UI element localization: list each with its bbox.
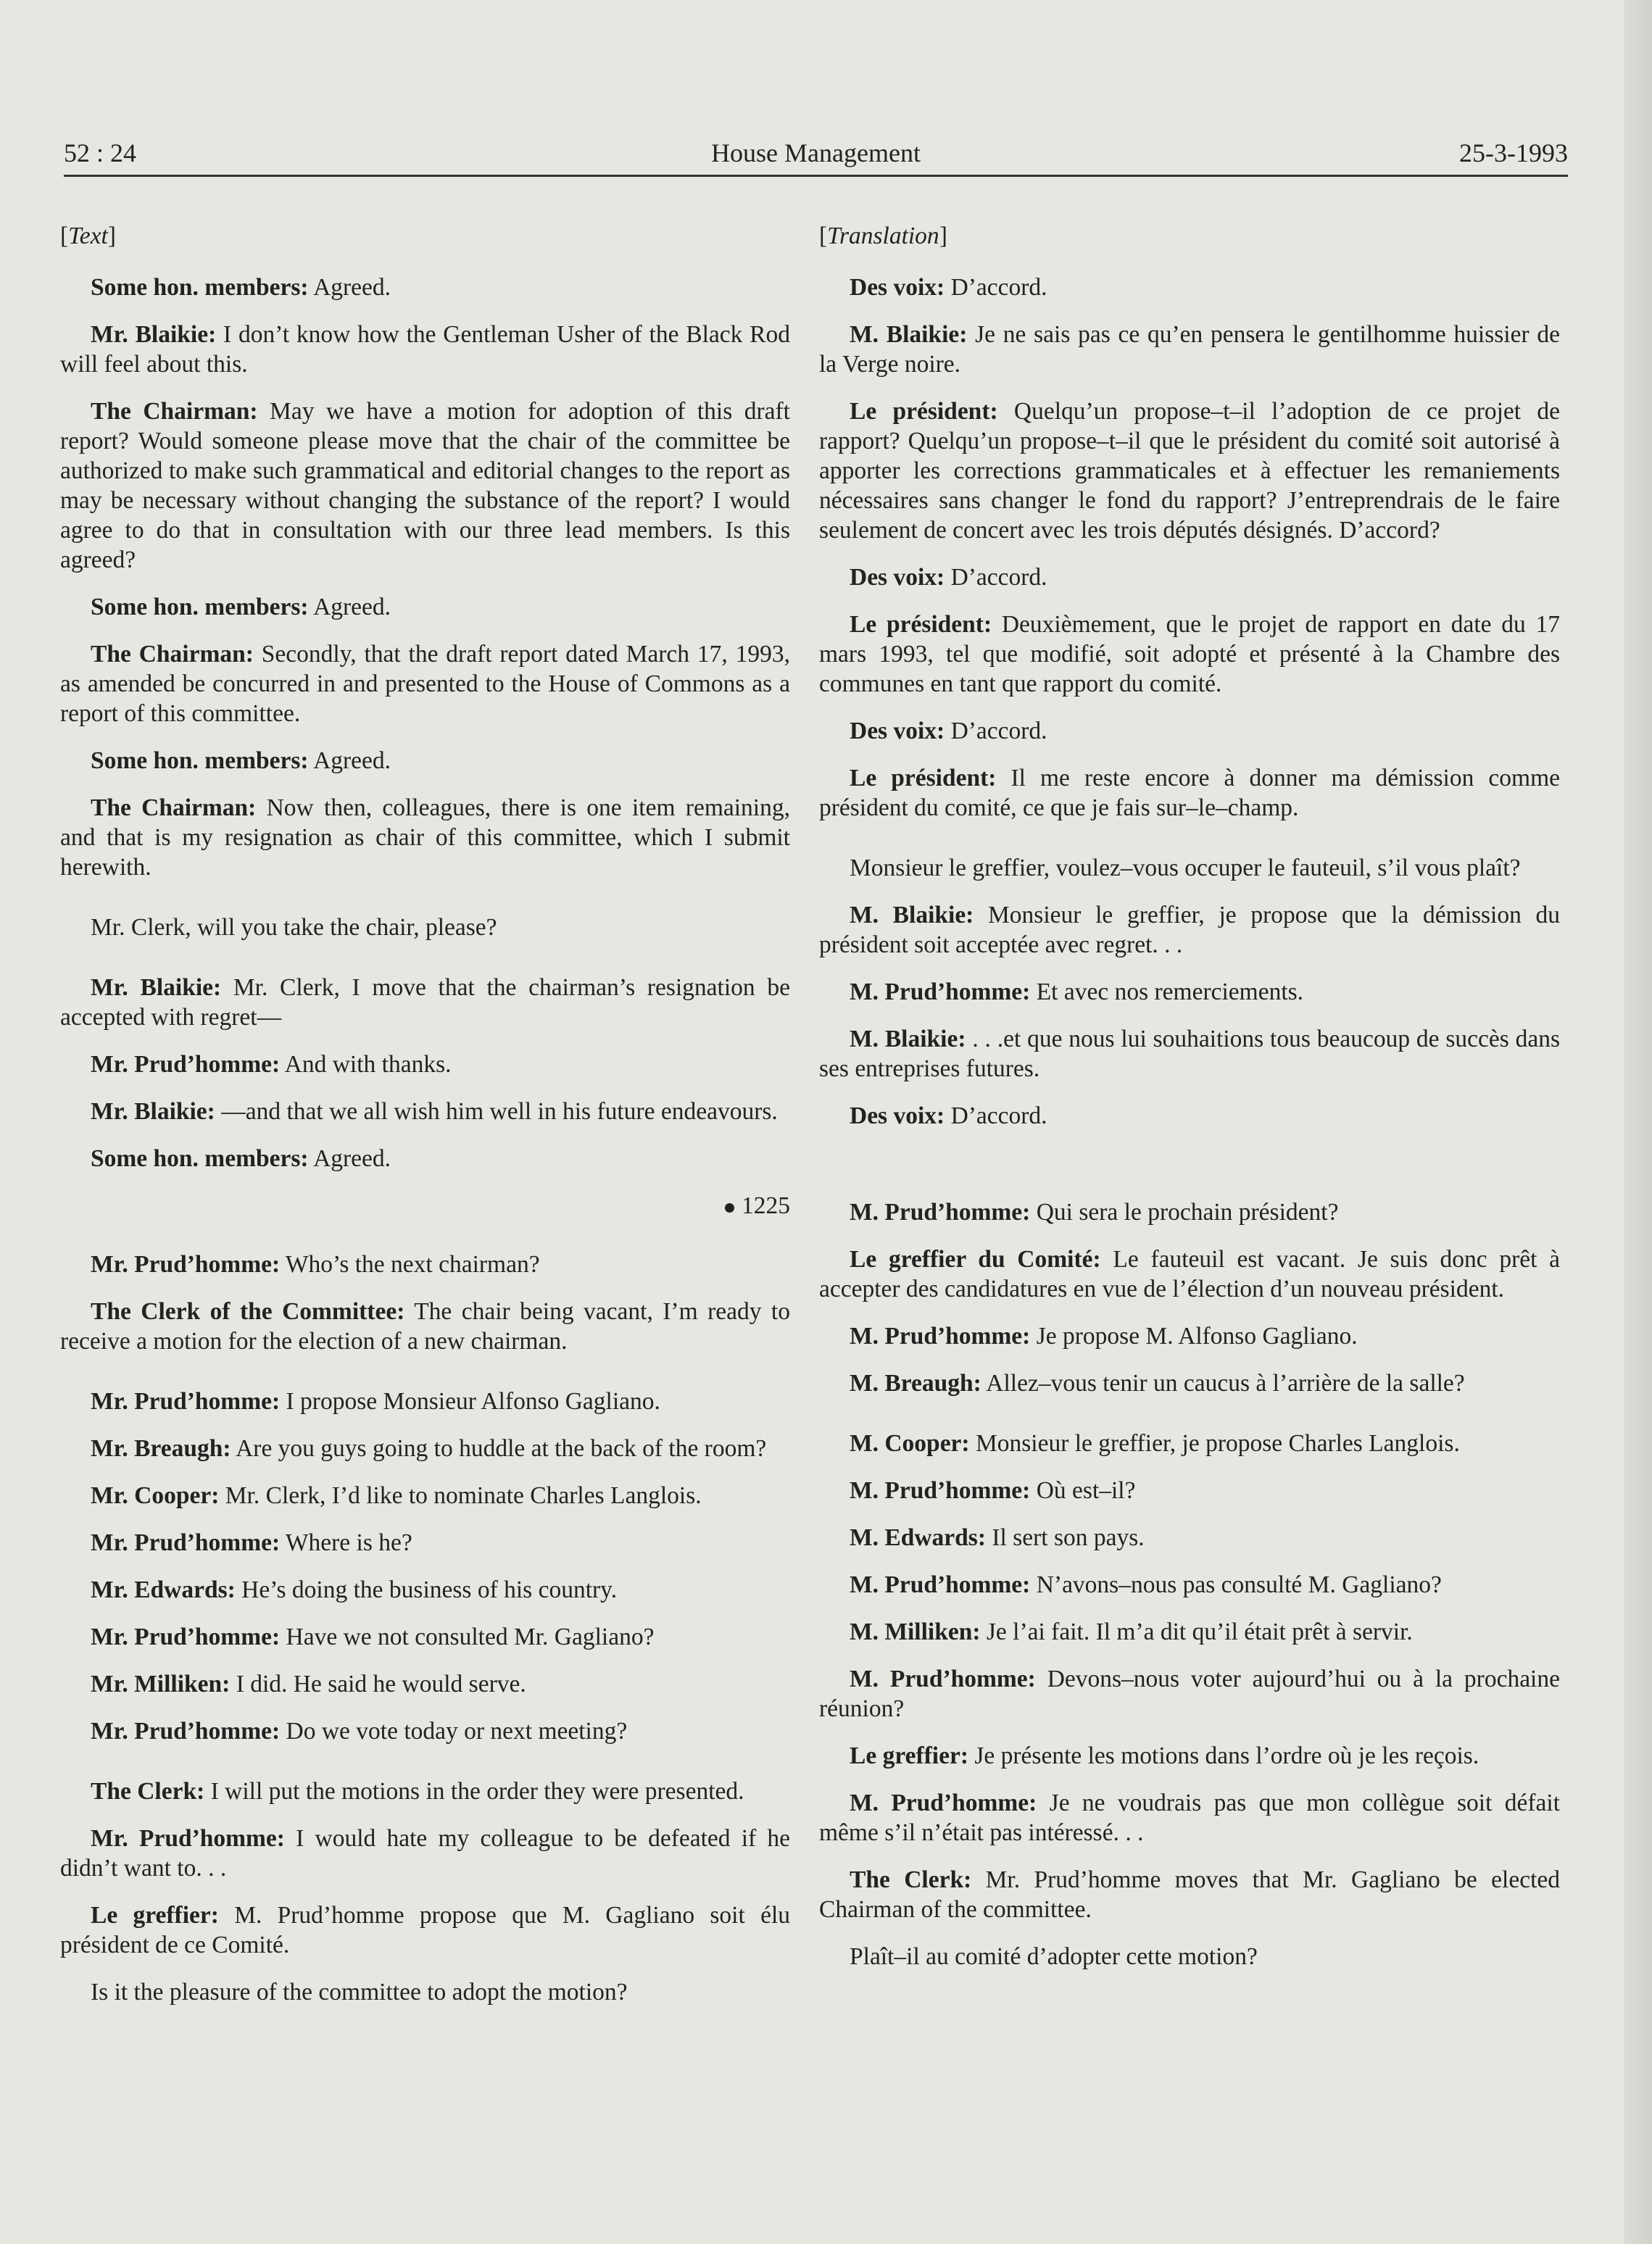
speech: Le président: Deuxièmement, que le projet de rapport en date du 17 mars 1993, tel que modifié, soit adopté et présenté à la Chambre des communes en tant que rapport du comité. [819,611,1560,697]
speaker: M. Milliken: [850,1618,981,1645]
speech: Some hon. members: Agreed. [91,1145,391,1172]
speaker: M. Prud’homme: [850,1666,1036,1692]
speaker: M. Breaugh: [850,1370,981,1397]
speech: Mr. Cooper: Mr. Clerk, I’d like to nominate Charles Langlois. [91,1482,702,1509]
page-edge [1624,0,1652,2244]
speaker: M. Blaikie: [850,1026,966,1052]
speech: Plaît–il au comité d’adopter cette motion? [850,1943,1258,1970]
speech: Mr. Prud’homme: Where is he? [91,1529,412,1556]
speaker: M. Prud’homme: [850,1199,1031,1226]
speaker: M. Cooper: [850,1430,970,1457]
speech: Mr. Clerk, will you take the chair, please? [91,914,497,941]
speaker: Des voix: [850,564,945,591]
speech: M. Prud’homme: Devons–nous voter aujourd’hui ou à la prochaine réunion? [819,1666,1560,1722]
speaker: M. Prud’homme: [850,1477,1031,1504]
speech: Is it the pleasure of the committee to adopt the motion? [91,1979,628,2006]
header-rule [64,175,1568,177]
speaker: Mr. Prud’homme: [91,1624,281,1650]
speech: Mr. Prud’homme: I would hate my colleague to be defeated if he didn’t want to. . . [60,1825,791,1882]
time-marker: 1225 [60,1191,790,1221]
speech: Des voix: D’accord. [850,274,1047,301]
speaker: Mr. Blaikie: [91,974,222,1001]
speaker: Mr. Prud’homme: [91,1051,281,1078]
speaker: M. Prud’homme: [850,1790,1037,1816]
page-number: 52 : 24 [64,138,137,167]
speaker: Mr. Blaikie: [91,321,217,348]
section-label: [Translation] [819,223,947,249]
speech: M. Prud’homme: Et avec nos remerciements. [850,978,1304,1005]
speech: M. Blaikie: . . .et que nous lui souhaitions tous beaucoup de succès dans ses entreprises futures. [819,1026,1561,1082]
speaker: Mr. Prud’homme: [91,1388,281,1415]
speaker: The Clerk: [91,1778,205,1805]
speaker: Some hon. members: [91,1145,309,1172]
speech: Mr. Prud’homme: Do we vote today or next meeting? [91,1718,628,1745]
speech: M. Milliken: Je l’ai fait. Il m’a dit qu’il était prêt à servir. [850,1618,1413,1645]
speech: Des voix: D’accord. [850,718,1047,744]
speaker: Mr. Edwards: [91,1576,236,1603]
speaker: Mr. Prud’homme: [91,1251,281,1278]
speaker: M. Prud’homme: [850,978,1031,1005]
speech: The Clerk: I will put the motions in the order they were presented. [91,1778,744,1805]
speaker: Des voix: [850,1102,945,1129]
speech: The Chairman: Secondly, that the draft report dated March 17, 1993, as amended be concurred in and presented to the House of Commons as a report of this committee. [60,641,790,727]
speaker: Mr. Breaugh: [91,1435,231,1462]
speech: The Chairman: Now then, colleagues, there is one item remaining, and that is my resignation as chair of this committee, which I submit herewith. [60,794,790,881]
speech: M. Prud’homme: Qui sera le prochain président? [850,1199,1339,1226]
french-column [819,221,1560,1989]
speech: Le greffier du Comité: Le fauteuil est vacant. Je suis donc prêt à accepter des candidatures en vue de l’élection d’un nouveau président. [819,1246,1560,1302]
speech: Mr. Prud’homme: Have we not consulted Mr. Gagliano? [91,1624,655,1650]
speaker: Mr. Prud’homme: [91,1718,281,1745]
section-label: [Text] [60,223,116,249]
speech: The Clerk of the Committee: The chair being vacant, I’m ready to receive a motion for the election of a new chairman. [60,1298,790,1355]
speaker: Le greffier: [91,1902,219,1929]
speaker: The Chairman: [91,398,258,425]
speaker: Some hon. members: [91,594,309,620]
speaker: Le président: [850,611,992,638]
speaker: Mr. Milliken: [91,1671,231,1697]
speaker: M. Blaikie: [850,321,968,348]
speaker: M. Prud’homme: [850,1323,1031,1350]
english-column [60,221,790,2024]
speaker: Des voix: [850,274,945,301]
speaker: M. Blaikie: [850,902,974,928]
speech: Mr. Blaikie: Mr. Clerk, I move that the chairman’s resignation be accepted with regret— [60,974,790,1031]
speech: Mr. Blaikie: I don’t know how the Gentleman Usher of the Black Rod will feel about this. [60,321,790,378]
speaker: Le président: [850,765,997,791]
speech: Mr. Milliken: I did. He said he would serve. [91,1671,526,1697]
speaker: Le greffier: [850,1742,968,1769]
speaker: Mr. Prud’homme: [91,1529,281,1556]
speech: Monsieur le greffier, voulez–vous occuper le fauteuil, s’il vous plaît? [850,855,1521,881]
speech: Des voix: D’accord. [850,1102,1047,1129]
speech: M. Prud’homme: Je propose M. Alfonso Gagliano. [850,1323,1358,1350]
speech: The Chairman: May we have a motion for adoption of this draft report? Would someone please move that the chair of the committee be authorized to make such grammatical and editorial changes to the report as may be necessary without changing the substance of the report? I would agree to do that in consultation with our three lead members. Is this agreed? [60,398,790,573]
speech: Some hon. members: Agreed. [91,594,391,620]
speaker: Some hon. members: [91,274,309,301]
speech: Some hon. members: Agreed. [91,274,391,301]
speaker: Des voix: [850,718,945,744]
speech: Some hon. members: Agreed. [91,747,391,774]
speech: M. Prud’homme: Où est–il? [850,1477,1136,1504]
speaker: Some hon. members: [91,747,309,774]
speech: Des voix: D’accord. [850,564,1047,591]
speech: Mr. Blaikie: —and that we all wish him well in his future endeavours. [91,1098,778,1125]
speech: M. Breaugh: Allez–vous tenir un caucus à l’arrière de la salle? [850,1370,1465,1397]
speech: Le président: Quelqu’un propose–t–il l’adoption de ce projet de rapport? Quelqu’un propose–t–il que le président du comité soit autorisé à apporter les corrections grammaticales et à effectuer les remaniements nécessaires sans changer le fond du rapport? J’entreprendrais de le faire seulement de concert avec les trois députés désignés. D’accord? [819,398,1560,544]
speech: M. Blaikie: Monsieur le greffier, je propose que la démission du président soit acceptée avec regret. . . [819,902,1560,958]
speech: Mr. Prud’homme: And with thanks. [91,1051,452,1078]
speech: Mr. Edwards: He’s doing the business of his country. [91,1576,618,1603]
speaker: Mr. Cooper: [91,1482,220,1509]
speaker: Mr. Blaikie: [91,1098,215,1125]
speech: M. Edwards: Il sert son pays. [850,1524,1145,1551]
speaker: The Chairman: [91,641,254,668]
bullet-icon [725,1203,734,1213]
speech: M. Prud’homme: Je ne voudrais pas que mon collègue soit défait même s’il n’était pas intéressé. . . [819,1790,1560,1846]
speech: Le président: Il me reste encore à donner ma démission comme président du comité, ce que je fais sur–le–champ. [819,765,1560,821]
speaker: The Clerk: [850,1866,972,1893]
speech: M. Prud’homme: N’avons–nous pas consulté M. Gagliano? [850,1571,1442,1598]
speaker: M. Edwards: [850,1524,986,1551]
sitting-date: 25-3-1993 [1459,138,1568,167]
speech: Le greffier: Je présente les motions dans l’ordre où je les reçois. [850,1742,1479,1769]
running-header [64,138,1568,174]
speaker: M. Prud’homme: [850,1571,1031,1598]
speech: M. Blaikie: Je ne sais pas ce qu’en pensera le gentilhomme huissier de la Verge noire. [819,321,1560,378]
speaker: Le greffier du Comité: [850,1246,1101,1273]
speech: Mr. Prud’homme: Who’s the next chairman? [91,1251,540,1278]
speech: Le greffier: M. Prud’homme propose que M. Gagliano soit élu président de ce Comité. [60,1902,791,1958]
speaker: The Chairman: [91,794,257,821]
speaker: The Clerk of the Committee: [91,1298,405,1325]
speech: Mr. Prud’homme: I propose Monsieur Alfonso Gagliano. [91,1388,660,1415]
speech: The Clerk: Mr. Prud’homme moves that Mr. Gagliano be elected Chairman of the committee. [819,1866,1560,1923]
speech: Mr. Breaugh: Are you guys going to huddle at the back of the room? [91,1435,767,1462]
publication-title: House Management [711,138,921,167]
speech: M. Cooper: Monsieur le greffier, je propose Charles Langlois. [850,1430,1460,1457]
speaker: Mr. Prud’homme: [91,1825,285,1852]
speaker: Le président: [850,398,998,425]
